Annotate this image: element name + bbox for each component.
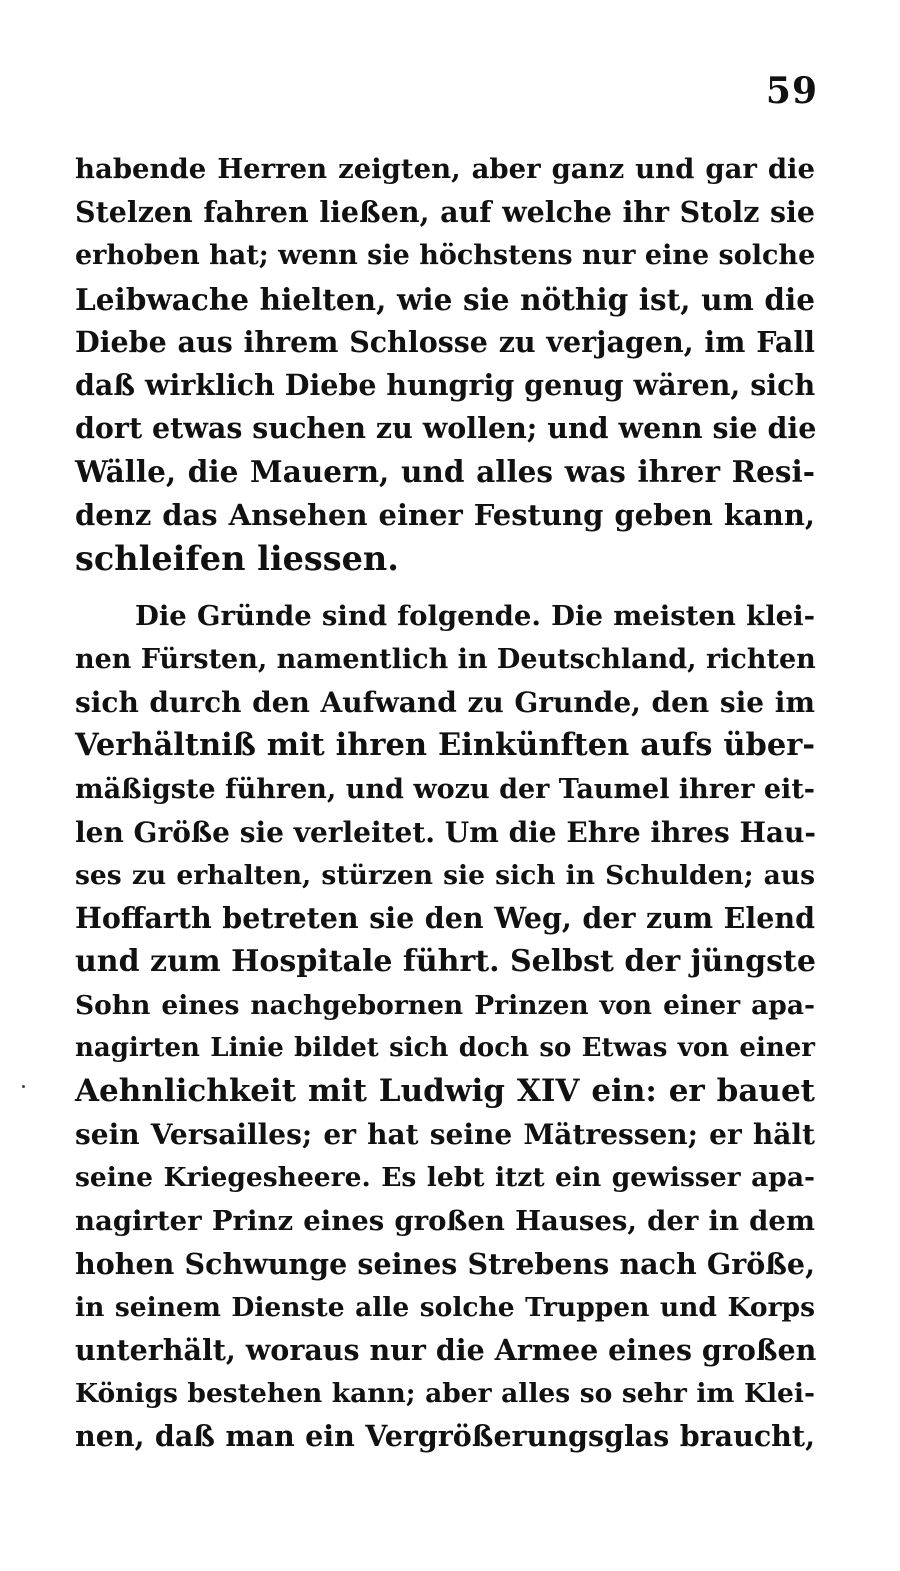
text-line: hohen Schwunge seines Strebens nach Größe, xyxy=(75,1246,815,1281)
text-line: habende Herren zeigten, aber ganz und gar die xyxy=(75,153,815,185)
paragraph-2 xyxy=(75,595,815,1459)
text-line: denz das Ansehen einer Festung geben kann, xyxy=(75,497,815,532)
text-line: und zum Hospitale führt. Selbst der jüngste xyxy=(75,944,816,980)
text-line: len Größe sie verleitet. Um die Ehre ihres Hau- xyxy=(75,815,817,849)
paragraph-gap xyxy=(75,580,815,595)
text-line: Wälle, die Mauern, und alles was ihrer Resi- xyxy=(75,454,815,490)
text-line: seine Kriegesheere. Es lebt itzt ein gewisser apa- xyxy=(75,1162,815,1194)
text-line: Stelzen fahren ließen, auf welche ihr Stolz sie xyxy=(75,195,815,230)
body-text xyxy=(75,148,815,1459)
text-line: Leibwache hielten, wie sie nöthig ist, um die xyxy=(75,281,815,317)
text-line: Die Gründe sind folgende. Die meisten klei- xyxy=(135,599,815,632)
text-line: ses zu erhalten, stürzen sie sich in Schulden; aus xyxy=(75,860,815,891)
text-line: sich durch den Aufwand zu Grunde, den sie im xyxy=(75,686,815,720)
text-line: nagirter Prinz eines großen Hauses, der in dem xyxy=(75,1204,815,1237)
page-number: 59 xyxy=(765,70,818,112)
text-line: in seinem Dienste alle solche Truppen und Korps xyxy=(75,1291,815,1323)
text-line: unterhält, woraus nur die Armee eines großen xyxy=(75,1333,817,1368)
print-speck xyxy=(22,1085,25,1088)
text-line: schleifen liessen. xyxy=(75,538,399,578)
text-line: Aehnlichkeit mit Ludwig XIV ein: er bauet xyxy=(75,1072,815,1109)
text-line: nagirten Linie bildet sich doch so Etwas von einer xyxy=(75,1032,815,1063)
text-line: nen, daß man ein Vergrößerungsglas braucht, xyxy=(75,1419,815,1454)
paragraph-1 xyxy=(75,148,815,580)
text-line: Königs bestehen kann; aber alles so sehr im Klei- xyxy=(75,1378,815,1410)
text-line: nen Fürsten, namentlich in Deutschland, richten xyxy=(75,644,816,676)
text-line: sein Versailles; er hat seine Mätressen; er hält xyxy=(75,1118,815,1152)
text-line: dort etwas suchen zu wollen; und wenn sie die xyxy=(75,411,817,446)
text-line: erhoben hat; wenn sie höchstens nur eine solche xyxy=(75,240,816,272)
text-line: Verhältniß mit ihren Einkünften aufs über- xyxy=(75,727,815,764)
text-line: daß wirklich Diebe hungrig genug wären, sich xyxy=(75,367,816,402)
text-line: mäßigste führen, und wozu der Taumel ihrer eit- xyxy=(75,773,815,805)
text-line: Sohn eines nachgebornen Prinzen von einer apa- xyxy=(75,989,815,1021)
text-line: Hoffarth betreten sie den Weg, der zum Elend xyxy=(75,901,815,936)
text-line: Diebe aus ihrem Schlosse zu verjagen, im Fall xyxy=(75,324,815,359)
